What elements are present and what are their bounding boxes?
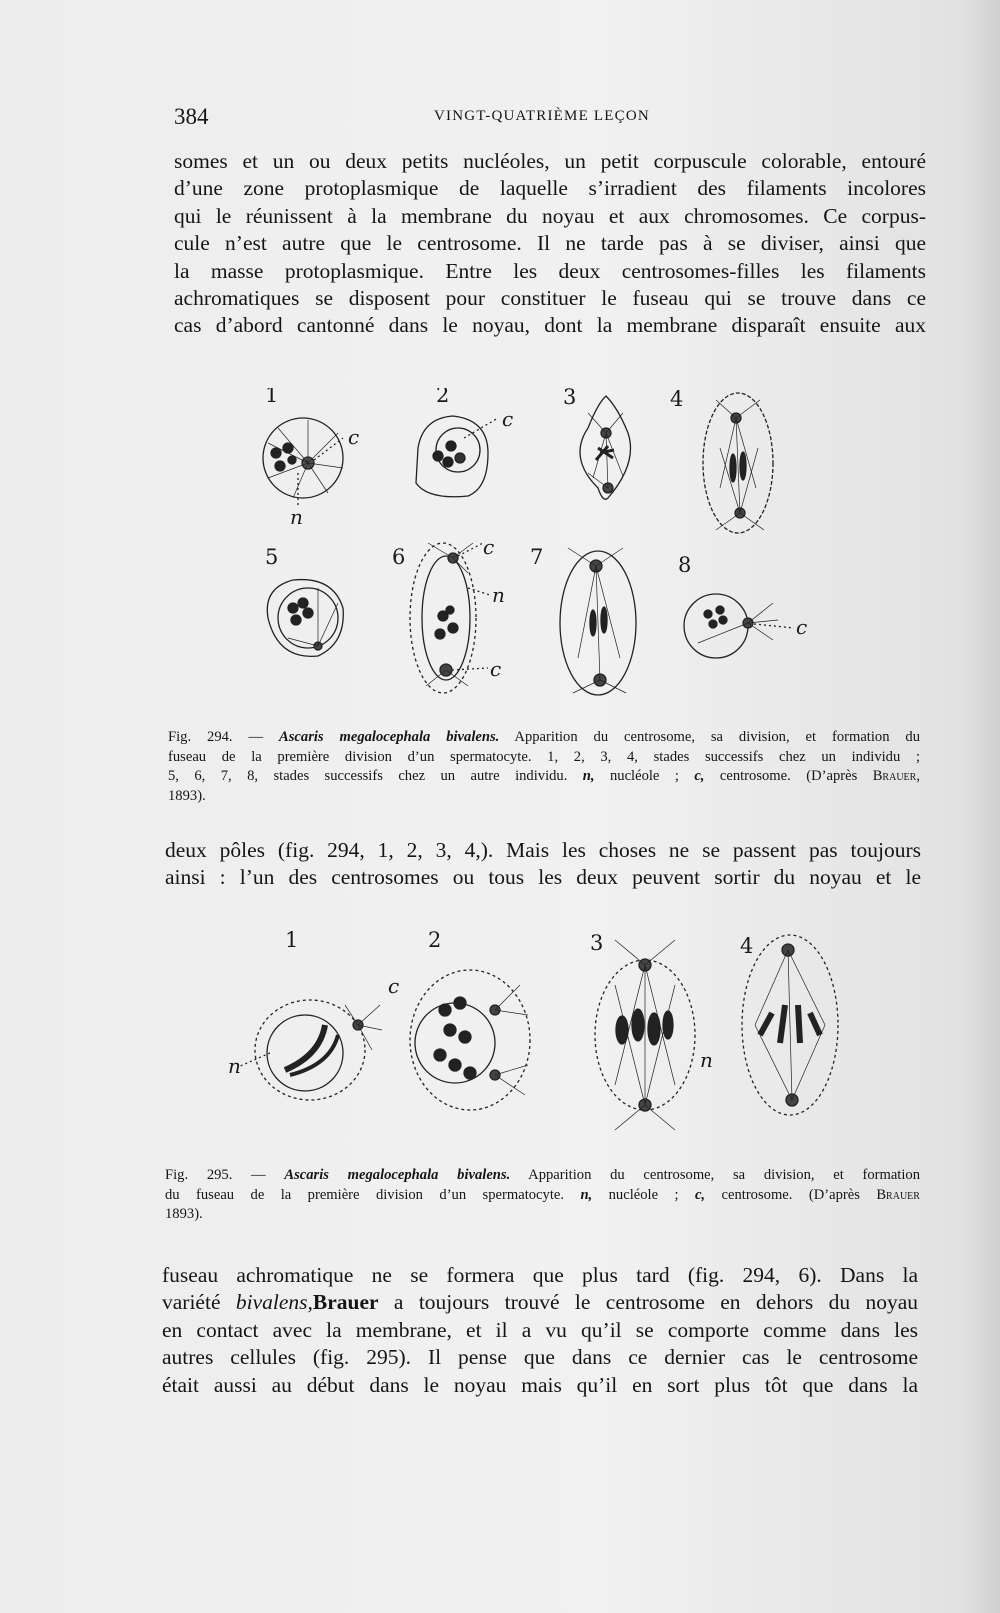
author-name: Brauer [872,768,917,785]
variety-name: bivalens, [235,1290,313,1315]
caption-text: , [916,768,920,785]
text-line: d’une zone protoplasmique de laquelle s’irradient des filaments incolores [174,176,926,201]
species-name: Ascaris megalocephala bivalens. [279,729,500,745]
stage-number: 5 [265,545,279,569]
stage-number: 8 [678,553,692,577]
caption-text: du fuseau de la première division d’un spermatocyte. [165,1186,565,1203]
stage-number: 2 [428,928,442,952]
label-n: n [228,1054,241,1078]
cell-294-8 [684,594,794,658]
label-c: c [348,425,360,449]
text-line: en contact avec la membrane, et il a vu qu’il se comporte comme dans les [162,1317,918,1342]
stage-number: 7 [530,545,544,569]
stage-number: 1 [265,388,279,407]
cell-294-6 [410,543,490,693]
figure-294-caption [168,728,920,806]
stage-number: 4 [740,934,754,958]
caption-text: 5, 6, 7, 8, stades successifs chez un autre individu. [168,768,568,785]
running-head: VINGT-QUATRIÈME LEÇON [434,108,650,124]
abbr-n: n, [582,768,595,785]
cell-294-1 [263,418,343,506]
caption-text: 1893). [168,787,206,804]
author-name: Brauer [312,1290,379,1315]
text-line: autres cellules (fig. 295). Il pense que dans ce dernier cas le centrosome [162,1345,918,1370]
fig-number: Fig. 294. — [168,729,264,745]
label-n: n [700,1048,713,1072]
cell-295-3 [595,940,695,1130]
text-line: était aussi au début dans le noyau mais qu’il en sort plus tôt que dans la [162,1372,918,1397]
text-line: ainsi : l’un des centrosomes ou tous les deux peuvent sortir du noyau et le [165,865,921,890]
caption-text: nucléole ; [592,1186,679,1203]
figure-295-caption [165,1166,920,1225]
text-line: cas d’abord cantonné dans le noyau, dont la membrane disparaît ensuite aux [174,313,926,338]
label-c: c [388,974,400,998]
caption-text: 1893). [165,1206,203,1223]
fig-number: Fig. 295. — [165,1167,266,1183]
caption-text: centrosome. (D’après [704,768,873,785]
paragraph-2 [165,837,921,892]
cell-295-1 [238,1000,382,1100]
text-line: deux pôles (fig. 294, 1, 2, 3, 4,). Mais les choses ne se passent pas toujours [165,838,921,862]
text-line: la masse protoplasmique. Entre les deux centrosomes-filles les filaments [174,258,926,283]
cell-295-4 [742,935,838,1115]
abbr-n: n, [580,1186,593,1203]
cell-295-2 [410,970,530,1110]
caption-text: fuseau de la première division d’un spermatocyte. 1, 2, 3, 4, stades successifs chez un individu ; [168,748,920,765]
cell-294-2 [416,416,498,497]
text-segment: variété [162,1290,236,1315]
label-c: c [502,407,514,431]
text-segment: a toujours trouvé le centrosome en dehors du noyau [378,1290,918,1315]
cell-294-5 [267,580,343,657]
stage-number: 3 [590,931,604,955]
caption-text: centrosome. (D’après [705,1186,877,1203]
stage-number: 6 [392,545,406,569]
caption-text: nucléole ; [594,768,679,785]
stage-number: 4 [670,388,684,411]
figure-295-illustration [160,925,920,1165]
caption-text: Apparition du centrosome, sa division, et formation [510,1167,921,1183]
stage-number: 1 [285,928,299,952]
abbr-c: c, [694,1186,706,1203]
text-line: somes et un ou deux petits nucléoles, un petit corpuscule colorable, entouré [174,149,926,173]
label-n: n [290,505,303,529]
cell-294-4 [703,393,773,533]
text-line: achromatiques se disposent pour constituer le fuseau qui se trouve dans ce [174,286,926,311]
text-line: fuseau achromatique ne se formera que plus tard (fig. 294, 6). Dans la [162,1263,918,1287]
stage-number: 2 [436,388,450,407]
text-line: qui le réunissent à la membrane du noyau et aux chromosomes. Ce corpus- [174,203,926,228]
paragraph-3 [162,1262,918,1399]
stage-number: 3 [563,388,577,409]
label-c: c [796,615,808,639]
species-name: Ascaris megalocephala bivalens. [284,1167,511,1183]
abbr-c: c, [694,768,705,785]
cell-294-3 [580,396,631,499]
text-line: cule n’est autre que le centrosome. Il ne tarde pas à se diviser, ainsi que [174,231,926,256]
label-c: c [483,535,495,559]
caption-text: Apparition du centrosome, sa division, et formation du [499,729,921,745]
cell-294-7 [560,548,636,695]
label-n: n [492,583,505,607]
label-c: c [490,657,502,681]
page-header [174,104,914,134]
author-name: Brauer [876,1186,920,1203]
page-number: 384 [174,104,209,129]
paragraph-1 [174,148,926,340]
figure-294-illustration [168,388,928,728]
